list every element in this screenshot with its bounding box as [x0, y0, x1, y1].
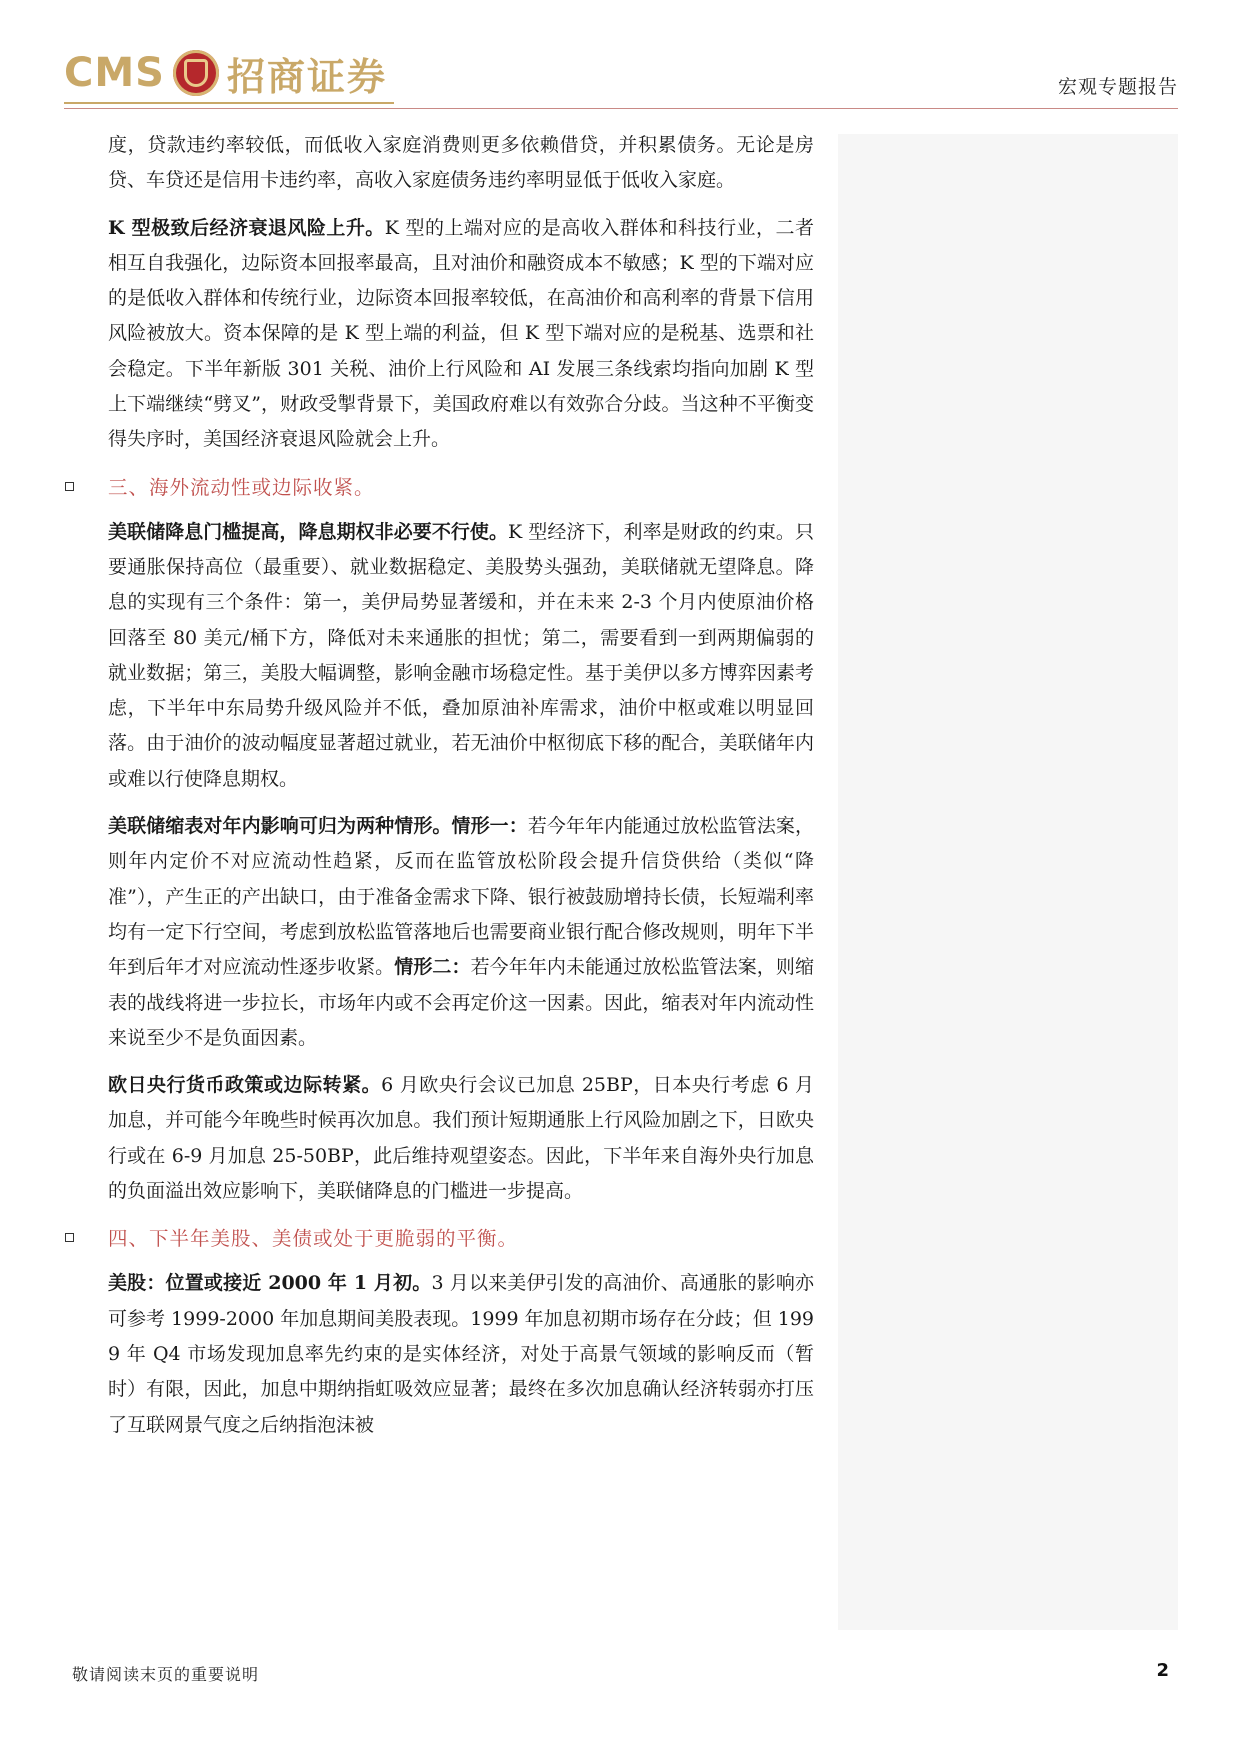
section-title: 四、下半年美股、美债或处于更脆弱的平衡。	[108, 1227, 519, 1251]
section-heading-3	[108, 470, 814, 505]
paragraph	[108, 809, 814, 1056]
section-heading-4	[108, 1221, 814, 1256]
company-logo	[64, 46, 387, 100]
paragraph-lead: 欧日央行货币政策或边际转紧。	[108, 1074, 382, 1097]
header-divider	[64, 108, 1178, 109]
paragraph-lead: 美联储降息门槛提高，降息期权非必要不行使。	[108, 520, 509, 543]
paragraph	[108, 128, 814, 199]
paragraph	[108, 211, 814, 458]
main-content	[108, 128, 814, 1455]
paragraph-text: 若今年年内未能通过放松监管法案，则缩表的战线将进一步拉长，市场年内或不会再定价这一因素。因此，缩表对年内流动性来说至少不是负面因素。	[108, 956, 814, 1049]
paragraph-lead: 情形二：	[394, 956, 471, 979]
page-number: 2	[1156, 1660, 1169, 1681]
footer-disclaimer: 敬请阅读末页的重要说明	[72, 1665, 260, 1684]
paragraph-lead: 美联储缩表对年内影响可归为两种情形。情形一：	[108, 815, 528, 838]
bullet-square-icon	[65, 482, 74, 491]
paragraph	[108, 1068, 814, 1209]
paragraph-text: K 型的上端对应的是高收入群体和科技行业，二者相互自我强化，边际资本回报率最高，且对油价和融资成本不敏感；K 型的下端对应的是低收入群体和传统行业，边际资本回报率较低，在高油价和高利率的背景下信用风险被放大。资本保障的是 K 型上端的利益，但 K 型下端对应的是税基、选票和社会稳定。下半年新版 301 关税、油价上行风险和 AI 发展三条线索均指向加剧 K 型上下端继续“劈叉”，财政受掣背景下，美国政府难以有效弥合分歧。当这种不平衡变得失序时，美国经济衰退风险就会上升。	[108, 216, 814, 451]
logo-cms-text: CMS	[64, 50, 165, 96]
bullet-square-icon	[65, 1233, 74, 1242]
paragraph-lead: 美股：位置或接近 2000 年 1 月初。	[108, 1272, 432, 1295]
section-title: 三、海外流动性或边际收紧。	[108, 475, 375, 499]
logo-emblem-icon	[173, 50, 219, 96]
paragraph-lead: K 型极致后经济衰退风险上升。	[108, 216, 385, 239]
logo-underline	[64, 102, 394, 104]
paragraph	[108, 1266, 814, 1442]
paragraph-text: 若今年年内能通过放松监管法案，则年内定价不对应流动性趋紧，反而在监管放松阶段会提升信贷供给（类似“降准”），产生正的产出缺口，由于准备金需求下降、银行被鼓励增持长债，长短端利率均有一定下行空间，考虑到放松监管落地后也需要商业银行配合修改规则，明年下半年到后年才对应流动性逐步收紧。	[108, 815, 814, 979]
right-sidebar-panel	[838, 134, 1178, 1630]
paragraph	[108, 515, 814, 797]
logo-cn-text: 招商证券	[226, 54, 387, 99]
report-type: 宏观专题报告	[1057, 76, 1178, 98]
page-header	[64, 44, 1178, 110]
paragraph-text: 度，贷款违约率较低，而低收入家庭消费则更多依赖借贷，并积累债务。无论是房贷、车贷还是信用卡违约率，高收入家庭债务违约率明显低于低收入家庭。	[108, 134, 814, 192]
paragraph-text: K 型经济下，利率是财政的约束。只要通胀保持高位（最重要）、就业数据稳定、美股势头强劲，美联储就无望降息。降息的实现有三个条件：第一，美伊局势显著缓和，并在未来 2-3 个月内使原油价格回落至 80 美元/桶下方，降低对未来通胀的担忧；第二，需要看到一到两期偏弱的就业数据；第三，美股大幅调整，影响金融市场稳定性。基于美伊以多方博弈因素考虑，下半年中东局势升级风险并不低，叠加原油补库需求，油价中枢或难以明显回落。由于油价的波动幅度显著超过就业，若无油价中枢彻底下移的配合，美联储年内或难以行使降息期权。	[108, 520, 814, 790]
paragraph-text: 3 月以来美伊引发的高油价、高通胀的影响亦可参考 1999-2000 年加息期间美股表现。1999 年加息初期市场存在分歧；但 1999 年 Q4 市场发现加息率先约束的是实体经济，对处于高景气领域的影响反而（暂时）有限，因此，加息中期纳指虹吸效应显著；最终在多次加息确认经济转弱亦打压了互联网景气度之后纳指泡沫被	[108, 1272, 815, 1436]
paragraph-text: 6 月欧央行会议已加息 25BP，日本央行考虑 6 月加息，并可能今年晚些时候再次加息。我们预计短期通胀上行风险加剧之下，日欧央行或在 6-9 月加息 25-50BP，此后维持观望姿态。因此，下半年来自海外央行加息的负面溢出效应影响下，美联储降息的门槛进一步提高。	[108, 1074, 814, 1203]
